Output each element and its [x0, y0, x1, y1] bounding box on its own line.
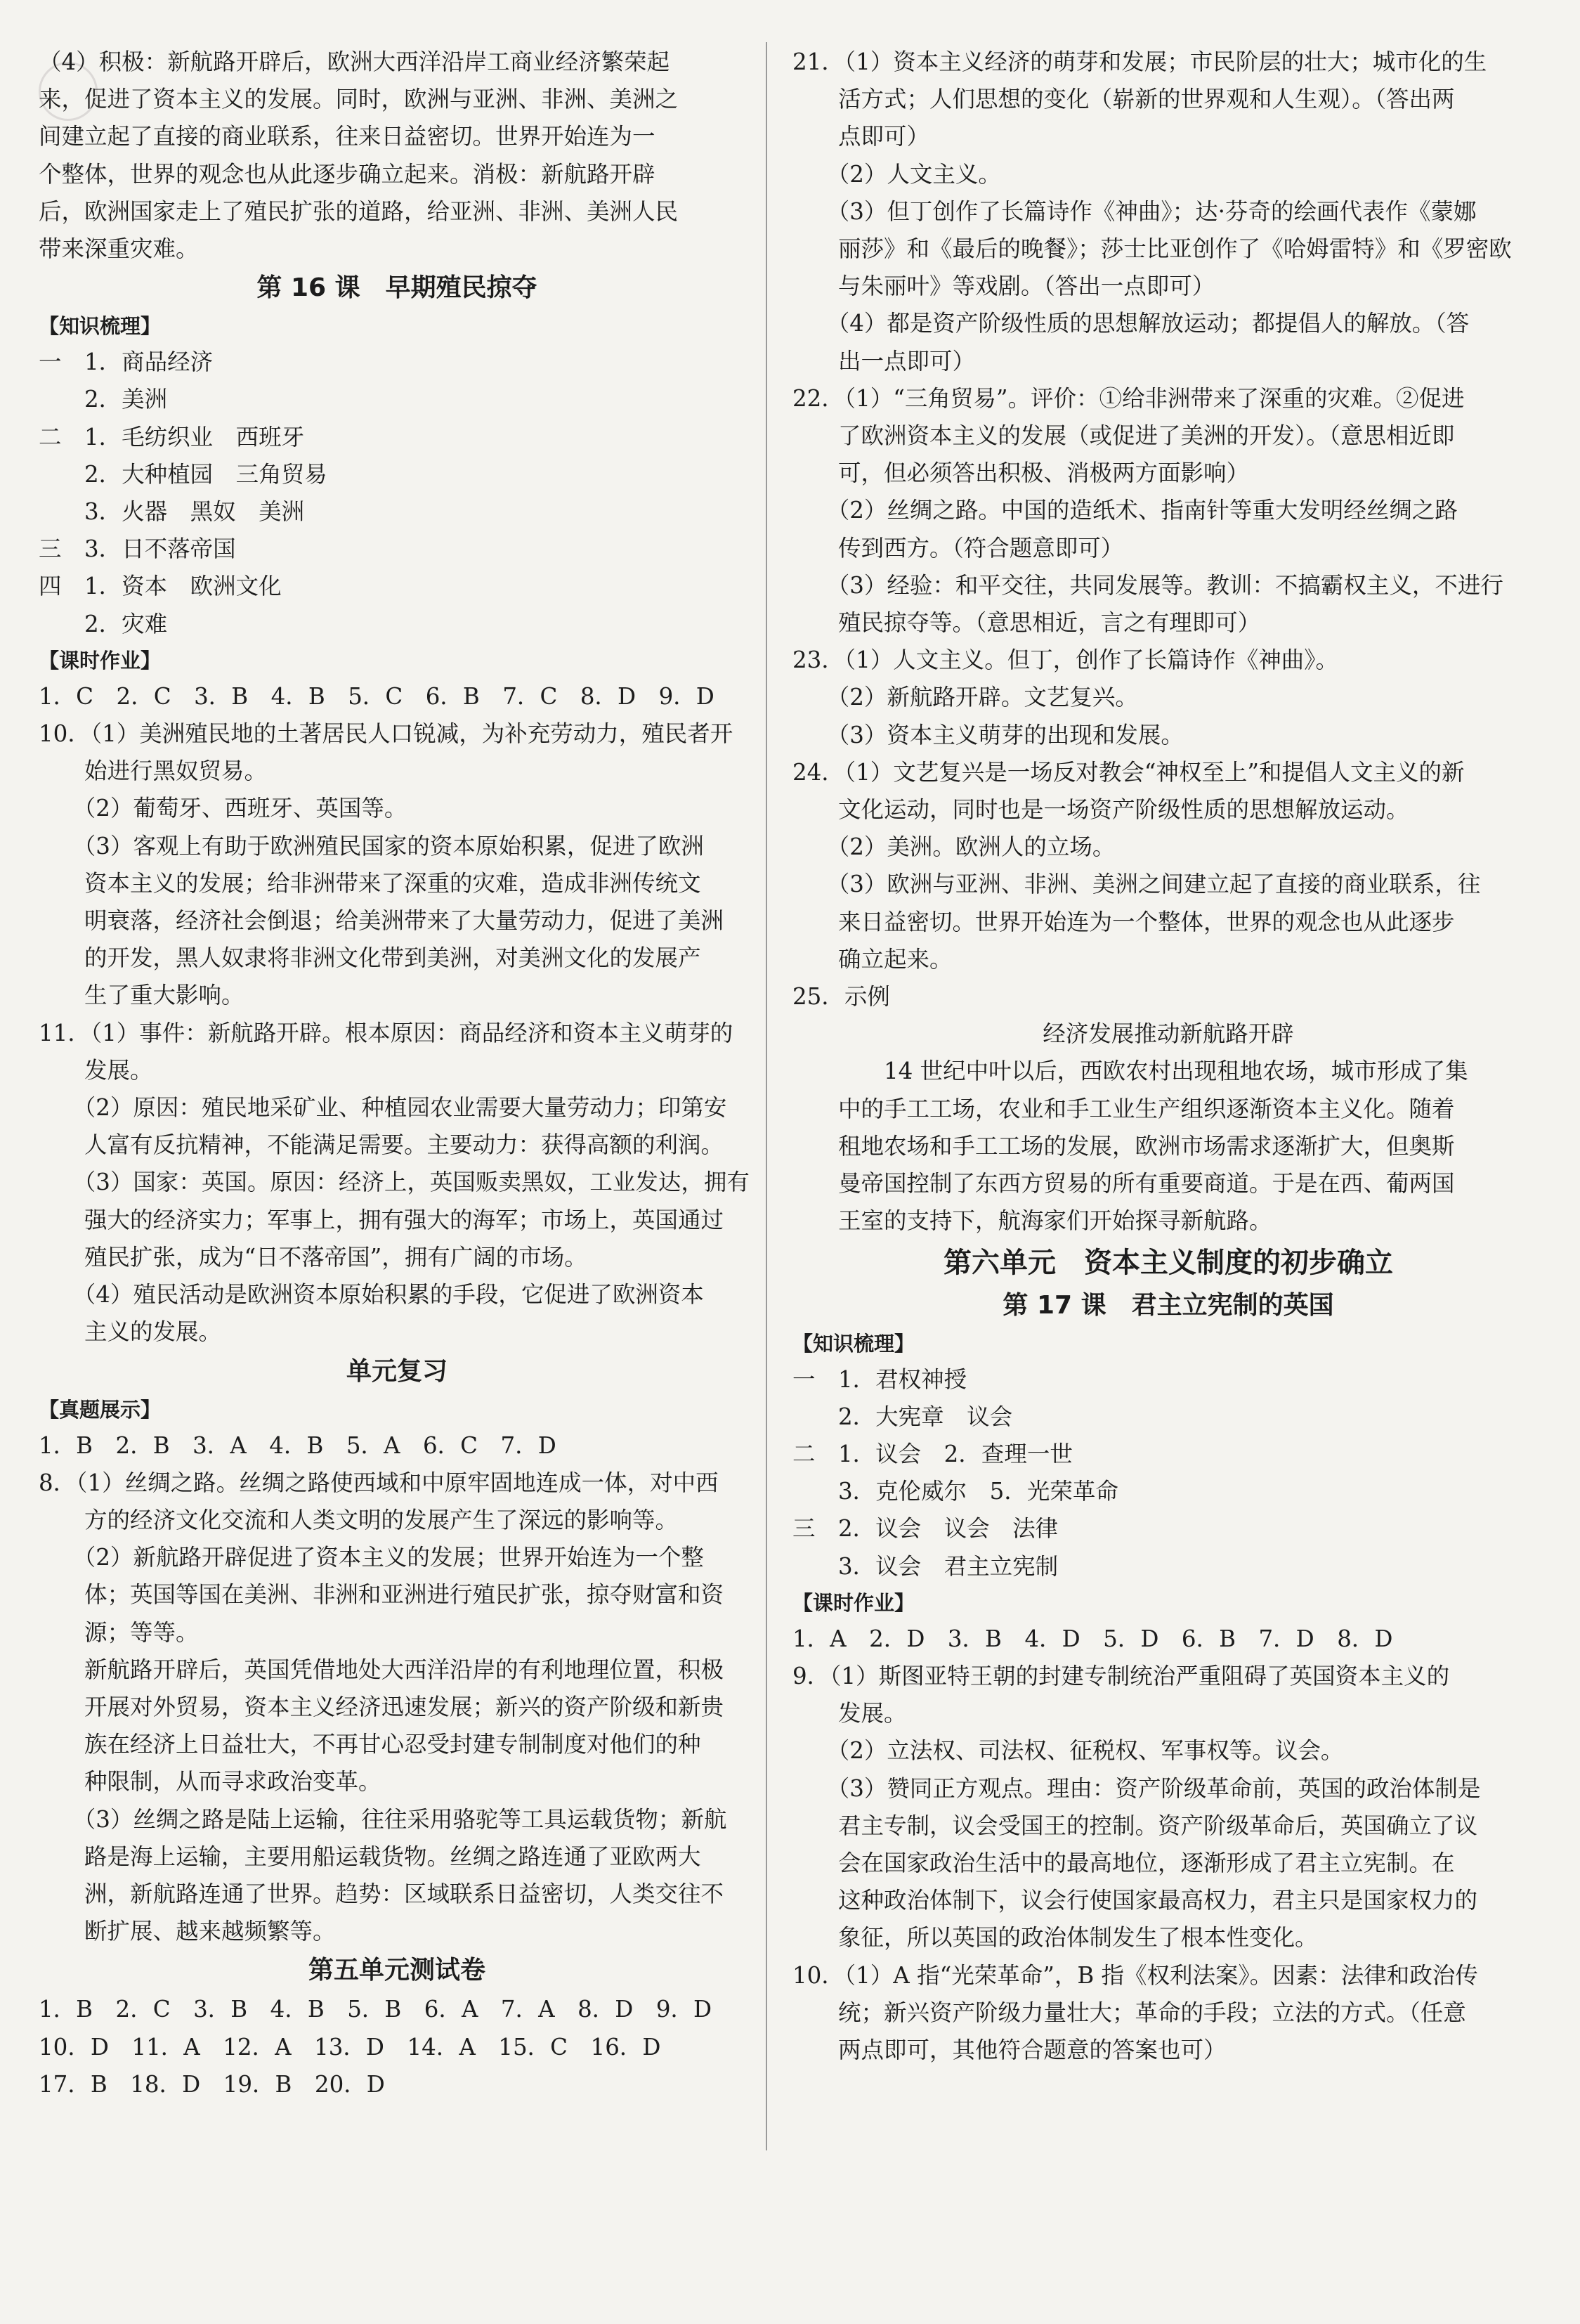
answer-line: （3）但丁创作了长篇诗作《神曲》；达·芬奇的绘画代表作《蒙娜 [792, 197, 1477, 225]
answer-line: 象征，所以英国的政治体制发生了根本性变化。 [792, 1924, 1318, 1952]
answer-line: （2）新航路开辟。文艺复兴。 [792, 684, 1138, 711]
answer-line: （3）资本主义萌芽的出现和发展。 [792, 721, 1184, 748]
answer-line: 开展对外贸易，资本主义经济迅速发展；新兴的资产阶级和新贵 [39, 1693, 724, 1720]
answer-line: 殖民掠夺等。（意思相近，言之有理即可） [792, 609, 1261, 637]
section-tag: 【课时作业】 [792, 1590, 915, 1615]
answer-line: 出一点即可） [792, 347, 976, 375]
answer-line: 的开发，黑人奴隶将非洲文化带到美洲，对美洲文化的发展产 [39, 944, 701, 972]
answer-line: 方的经济文化交流和人类文明的发展产生了深远的影响等。 [39, 1506, 679, 1533]
answer-line: （3）经验：和平交往，共同发展等。教训：不搞霸权主义，不进行 [792, 571, 1503, 599]
answer-line: 后，欧洲国家走上了殖民扩张的道路，给亚洲、非洲、美洲人民 [39, 197, 679, 225]
answer-line: （2）新航路开辟促进了资本主义的发展；世界开始连为一个整 [39, 1544, 704, 1571]
section-tag: 【知识梳理】 [792, 1331, 915, 1356]
answer-line: 种限制，从而寻求政治变革。 [39, 1768, 381, 1796]
answer-line: （2）丝绸之路。中国的造纸术、指南针等重大发明经丝绸之路 [792, 497, 1458, 524]
answer-line: 25．示例 [792, 983, 890, 1011]
answer-line: 文化运动，同时也是一场资产阶级性质的思想解放运动。 [792, 796, 1409, 824]
left-column [39, 44, 755, 2145]
answer-line: 带来深重灾难。 [39, 235, 199, 263]
answer-line: 来，促进了资本主义的发展。同时，欧洲与亚洲、非洲、美洲之 [39, 86, 679, 113]
answer-line: 1．C 2．C 3．B 4．B 5．C 6．B 7．C 8．D 9．D [39, 682, 714, 710]
answer-line: 两点即可，其他符合题意的答案也可） [792, 2036, 1227, 2063]
answer-line: 可，但必须答出积极、消极两方面影响） [792, 460, 1250, 487]
answer-line: 10．（1）美洲殖民地的土著居民人口锐减，为补充劳动力，殖民者开 [39, 720, 733, 748]
answer-line: 强大的经济实力；军事上，拥有强大的海军；市场上，英国通过 [39, 1206, 724, 1233]
answer-line: 始进行黑奴贸易。 [39, 758, 268, 785]
essay-title: 经济发展推动新航路开辟 [1043, 1020, 1294, 1048]
answer-line: 体；英国等国在美洲、非洲和亚洲进行殖民扩张，掠夺财富和资 [39, 1581, 724, 1609]
answer-line: 发展。 [39, 1056, 153, 1084]
answer-line: 10．（1）A 指“光荣革命”，B 指《权利法案》。因素：法律和政治传 [792, 1961, 1478, 1989]
lesson-heading: 第 16 课 早期殖民掠夺 [256, 273, 537, 303]
answer-line: 23．（1）人文主义。但丁，创作了长篇诗作《神曲》。 [792, 647, 1339, 674]
answer-line: 1．B 2．C 3．B 4．B 5．B 6．A 7．A 8．D 9．D [39, 1996, 712, 2023]
answer-line: 3．议会 君主立宪制 [792, 1552, 1059, 1580]
section-tag: 【知识梳理】 [39, 314, 162, 339]
answer-line: 个整体，世界的观念也从此逐步确立起来。消极：新航路开辟 [39, 160, 655, 188]
answer-line: 了欧洲资本主义的发展（或促进了美洲的开发）。（意思相近即 [792, 422, 1455, 450]
answer-line: 租地农场和手工工场的发展，欧洲市场需求逐渐扩大，但奥斯 [792, 1132, 1455, 1160]
section-tag: 【课时作业】 [39, 648, 162, 673]
answer-line: （2）葡萄牙、西班牙、英国等。 [39, 795, 407, 822]
answer-line: 资本主义的发展；给非洲带来了深重的灾难，造成非洲传统文 [39, 869, 701, 897]
answer-line: 王室的支持下，航海家们开始探寻新航路。 [792, 1207, 1272, 1235]
answer-line: 洲，新航路连通了世界。趋势：区域联系日益密切，人类交往不 [39, 1880, 724, 1907]
answer-line: 发展。 [792, 1700, 907, 1727]
unit-heading: 第六单元 资本主义制度的初步确立 [944, 1246, 1393, 1279]
answer-line: 源；等等。 [39, 1618, 199, 1646]
answer-line: 活方式；人们思想的变化（崭新的世界观和人生观）。（答出两 [792, 86, 1455, 113]
answer-line: 会在国家政治生活中的最高地位，逐渐形成了君主立宪制。在 [792, 1849, 1455, 1876]
answer-line: 三 2．议会 议会 法律 [792, 1515, 1059, 1543]
answer-line: 9．（1）斯图亚特王朝的封建专制统治严重阻碍了英国资本主义的 [792, 1662, 1450, 1689]
answer-line: 二 1．毛纺织业 西班牙 [39, 423, 305, 450]
answer-line: （3）国家：英国。原因：经济上，英国贩卖黑奴，工业发达，拥有 [39, 1169, 750, 1196]
answer-line: （3）丝绸之路是陆上运输，往往采用骆驼等工具运载货物；新航 [39, 1805, 727, 1833]
answer-line: 17．B 18．D 19．B 20．D [39, 2070, 385, 2098]
right-column [792, 44, 1544, 2145]
answer-line: 与朱丽叶》等戏剧。（答出一点即可） [792, 273, 1215, 300]
answer-line: 四 1．资本 欧洲文化 [39, 573, 282, 600]
essay-paragraph: 14 世纪中叶以后，西欧农村出现租地农场，城市形成了集 [792, 1058, 1468, 1085]
answer-line: 11．（1）事件：新航路开辟。根本原因：商品经济和资本主义萌芽的 [39, 1019, 733, 1046]
answer-line: 明衰落，经济社会倒退；给美洲带来了大量劳动力，促进了美洲 [39, 907, 724, 935]
column-divider [766, 42, 767, 2150]
answer-line: 点即可） [792, 123, 930, 150]
answer-line: 2．大宪章 议会 [792, 1403, 1013, 1430]
answer-line: 1．A 2．D 3．B 4．D 5．D 6．B 7．D 8．D [792, 1625, 1393, 1652]
answer-line: 曼帝国控制了东西方贸易的所有重要商道。于是在西、葡两国 [792, 1170, 1455, 1197]
answer-line: 一 1．君权神授 [792, 1365, 967, 1393]
answer-line: （3）赞同正方观点。理由：资产阶级革命前，英国的政治体制是 [792, 1774, 1481, 1802]
answer-line: 确立起来。 [792, 945, 953, 973]
answer-line: 统；新兴资产阶级力量壮大；革命的手段；立法的方式。（任意 [792, 1999, 1466, 2026]
answer-line: 这种政治体制下，议会行使国家最高权力，君主只是国家权力的 [792, 1887, 1478, 1914]
answer-line: （2）立法权、司法权、征税权、军事权等。议会。 [792, 1737, 1344, 1765]
answer-line: 生了重大影响。 [39, 982, 244, 1009]
answer-line: 21．（1）资本主义经济的萌芽和发展；市民阶层的壮大；城市化的生 [792, 48, 1487, 75]
answer-line: 君主专制，议会受国王的控制。资产阶级革命后，英国确立了议 [792, 1812, 1478, 1839]
answer-line: 二 1．议会 2．查理一世 [792, 1440, 1073, 1467]
answer-line: 人富有反抗精神，不能满足需要。主要动力：获得高额的利润。 [39, 1131, 724, 1159]
answer-line: 3．克伦威尔 5．光荣革命 [792, 1478, 1118, 1505]
answer-line: 间建立起了直接的商业联系，往来日益密切。世界开始连为一 [39, 123, 655, 150]
answer-line: 一 1．商品经济 [39, 349, 214, 376]
answer-line: （2）美洲。欧洲人的立场。 [792, 833, 1116, 861]
answer-line: 殖民扩张，成为“日不落帝国”，拥有广阔的市场。 [39, 1243, 587, 1271]
answer-line: 2．灾难 [39, 610, 168, 637]
answer-line: 2．大种植园 三角贸易 [39, 460, 327, 488]
answer-line: （2）人文主义。 [792, 160, 1001, 188]
answer-line: 路是海上运输，主要用船运载货物。丝绸之路连通了亚欧两大 [39, 1843, 701, 1870]
answer-line: 族在经济上日益壮大，不再甘心忍受封建专制制度对他们的种 [39, 1731, 701, 1758]
section-tag: 【真题展示】 [39, 1397, 162, 1422]
answer-line: （4）都是资产阶级性质的思想解放运动；都提倡人的解放。（答 [792, 310, 1470, 337]
answer-line: 1．B 2．B 3．A 4．B 5．A 6．C 7．D [39, 1432, 556, 1459]
answer-line: （3）欧洲与亚洲、非洲、美洲之间建立起了直接的商业联系，往 [792, 871, 1481, 898]
answer-line: 断扩展、越来越频繁等。 [39, 1918, 336, 1945]
answer-line: （3）客观上有助于欧洲殖民国家的资本原始积累，促进了欧洲 [39, 832, 704, 859]
answer-line: 丽莎》和《最后的晚餐》；莎士比亚创作了《哈姆雷特》和《罗密欧 [792, 235, 1512, 263]
answer-line: 中的手工工场，农业和手工业生产组织逐渐资本主义化。随着 [792, 1095, 1455, 1122]
answer-line: 22．（1）“三角贸易”。评价：①给非洲带来了深重的灾难。②促进 [792, 384, 1465, 412]
lesson-heading: 第 17 课 君主立宪制的英国 [1003, 1290, 1334, 1320]
answer-line: 主义的发展。 [39, 1318, 222, 1346]
answer-line: （4）积极：新航路开辟后，欧洲大西洋沿岸工商业经济繁荣起 [39, 48, 670, 75]
answer-line: 10．D 11．A 12．A 13．D 14．A 15．C 16．D [39, 2033, 661, 2060]
lesson-heading: 第五单元测试卷 [308, 1956, 485, 1985]
answer-line: 2．美洲 [39, 386, 168, 413]
lesson-heading: 单元复习 [346, 1356, 448, 1386]
answer-line: （4）殖民活动是欧洲资本原始积累的手段，它促进了欧洲资本 [39, 1281, 704, 1309]
answer-line: 新航路开辟后，英国凭借地处大西洋沿岸的有利地理位置，积极 [39, 1656, 724, 1683]
answer-line: 24．（1）文艺复兴是一场反对教会“神权至上”和提倡人文主义的新 [792, 758, 1465, 786]
answer-line: 三 3．日不落帝国 [39, 535, 236, 563]
answer-line: （2）原因：殖民地采矿业、种植园农业需要大量劳动力；印第安 [39, 1094, 727, 1122]
answer-line: 8．（1）丝绸之路。丝绸之路使西域和中原牢固地连成一体，对中西 [39, 1469, 719, 1496]
answer-line: 来日益密切。世界开始连为一个整体，世界的观念也从此逐步 [792, 908, 1455, 935]
answer-line: 3．火器 黑奴 美洲 [39, 498, 305, 526]
answer-line: 传到西方。（符合题意即可） [792, 534, 1124, 561]
